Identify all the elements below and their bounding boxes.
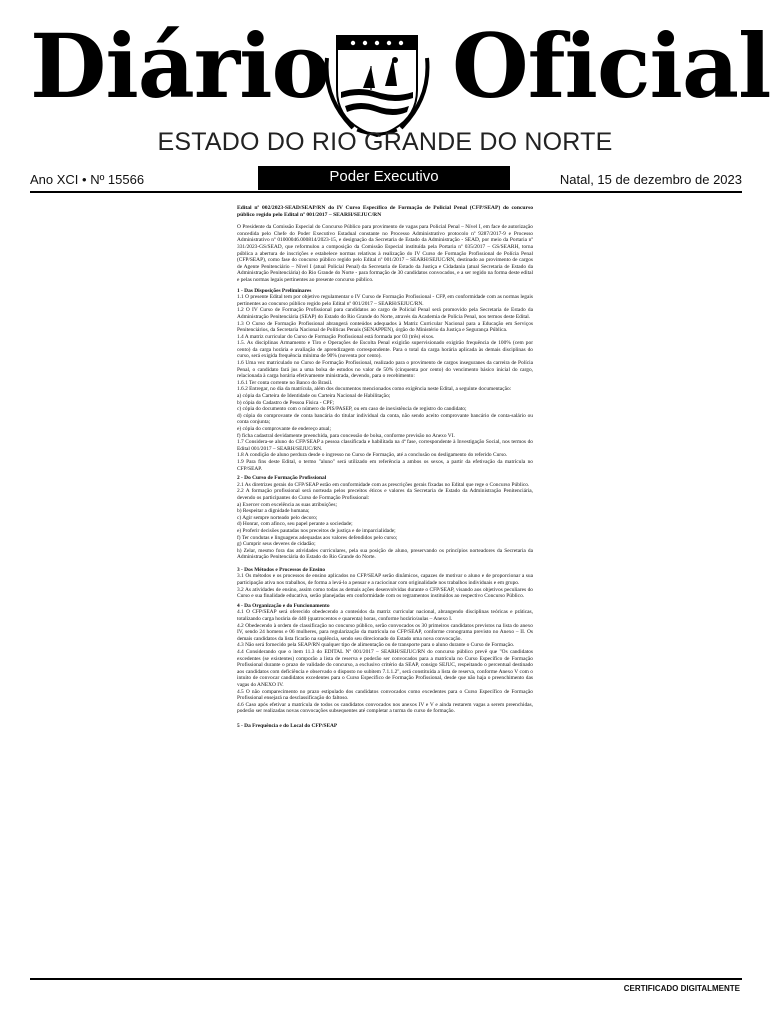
list-item: f) Ter condutas e linguagens adequadas aos valores defendidos pelo curso; [237, 534, 398, 541]
state-name: ESTADO DO RIO GRANDE DO NORTE [157, 128, 613, 156]
masthead [0, 0, 770, 200]
publication-date: Natal, 15 de dezembro de 2023 [559, 172, 742, 187]
paragraph: 1.9 Para fins deste Edital, o termo "aluno" será utilizado em referência a ambos os sexos, a partir da efetivação da matrícula no CFP/SEAP. [237, 458, 533, 472]
paragraph: 1.3 O Curso de Formação Profissional abrangerá conteúdos adequados à Matriz Curricular Nacional para a Educação em Serviços Penitenciários, da Secretaria Nacional de Políticas Penais (SENAPPEN), órgão do Ministério da Justiça e Segurança Pública. [237, 320, 533, 334]
paragraph: 2.1 As diretrizes gerais do CFP/SEAP estão em conformidade com as prescrições gerais fixadas no Edital que rege o Concurso Público. [237, 481, 530, 488]
paragraph: 4.2 Obedecendo à ordem de classificação no concurso público, serão convocados os 30 primeiros candidatos previstos na lista do anexo IV, sendo 24 homens e 06 mulheres, para regularização da matrícula no CFP/SEAP, conforme cronograma previsto no Anexo – II. Os demais candidatos da lista ficarão na suplência, sendo seu direcionado do Estado uma nova convocação. [237, 622, 533, 642]
article-intro: O Presidente da Comissão Especial do Concurso Público para provimento de vagas para Policial Penal – Nível I, em face de autorização concedida pelo Chefe do Poder Executivo Estadual constante no Processo Administrativo protocolo nº 9287/2017-9 e Processo Administrativo nº 01000046.000814/2023-15, e designação da Secretaria de Estado da Administração - SEAD, por meio da Portaria nº 331/2023-GS/SEAD, que reformulou a composição da Comissão Especial instituída pela Portaria nº 035/2017 – GS/SEARH, torna pública a abertura de inscrições e estabelece normas relativas à realização do IV Curso de Formação Profissional de Polícia Penal (CFP/SEAP), como fase do concurso público regido pelo Edital nº 001/2017 – SEARH/SEJUC/RN, destinado ao provimento de cargos de Agente Penitenciário – Nível I (atual Policial Penal) da Secretaria de Estado da Justiça e Cidadania (atual Secretaria de Estado da Administração Penitenciária) do Rio Grande do Norte - para formação de 30 candidatos convocados, e a ser regido na forma deste edital e pelas normas legais pertinentes ao presente concurso público. [237, 224, 533, 283]
list-item: c) cópia do documento com o número do PIS/PASEP, ou em caso de inexistência de registro do candidato; [237, 406, 467, 413]
paragraph: 1.1 O presente Edital tem por objetivo regulamentar o IV Curso de Formação Profissional - CFP, em conformidade com as normas legais pertinentes ao concurso público regido pelo Edital nº 001/2017 – SEARH/SEJUC/RN. [237, 294, 533, 307]
state-coat-of-arms-icon [323, 28, 431, 140]
list-item: g) Cumprir seus deveres de cidadão; [237, 541, 316, 548]
list-item: c) Agir sempre norteado pelo decoro; [237, 514, 318, 521]
paragraph: 3.1 Os métodos e os processos de ensino aplicados no CFP/SEAP serão dinâmicos, capazes de motivar o aluno e de proporcionar a sua participação ativa nos trabalhos, de forma a levá-lo a pensar e a raciocinar com originalidade nos trabalhos individuais e em grupo. [237, 573, 533, 587]
list-item: d) cópia do comprovante de conta bancária do titular individual da conta, não sendo aceito comprovante bancário de conta-salário ou conta conjunta; [237, 412, 533, 426]
paragraph: 4.3 Não será fornecido pela SEAP/RN qualquer tipo de alimentação ou de transporte para o aluno durante o Curso de Formação. [237, 642, 515, 649]
digital-certificate-label: CERTIFICADO DIGITALMENTE [623, 984, 740, 993]
paragraph: 4.4 Considerando que o item 11.3 do EDITAL Nº 001/2017 – SEARH/SEJUC/RN do concurso público prevê que "Os candidatos excedentes (se existentes) comporão a lista de reserva e poderão ser convocados para a matrícula no Curso Específico de Formação Profissional durante o prazo de validade do concurso, a exclusivo critério da SEAP, consigo SEJUC, respeitando o percentual destinado aos candidatos com deficiência e observado o disposto no subitem 7.1.1.2", será constituída a lista de reserva, conforme Anexo V com o intuito de convocar candidatos excedentes para o Curso Específico de Formação Profissional, desde que não haja o preenchimento das vagas do ANEXO IV. [237, 649, 533, 688]
section-heading: 4 - Da Organização e do Funcionamento [237, 602, 330, 609]
paragraph: 1.2 O IV Curso de Formação Profissional para candidatos ao cargo de Policial Penal será promovido pela Secretaria de Estado da Administração Penitenciária (SEAP) do Estado do Rio Grande do Norte, através da Academia de Polícia Penal, nos termos deste Edital. [237, 307, 533, 320]
section-label: Poder Executivo [258, 166, 510, 190]
paragraph: 4.6 Caso após efetivar a matrícula de todos os candidatos convocados nos anexos IV e V e ainda restarem vagas a serem preenchidas, poderão ser realizadas novas convocações subsequentes até completar a turma do curso de formação. [237, 701, 533, 715]
section-heading: 2 - Do Curso de Formação Profissional [237, 475, 327, 482]
paragraph: 1.5. As disciplinas Armamento e Tiro e Operações de Escolta Penal exigirão supervisionado exigirão frequência de 100% (cem por cento) da carga horária e avaliação de aprendizagem correspondente. Para o total da carga horária aplicada às demais disciplinas do curso, será exigida frequência mínima de 90% (noventa por cento). [237, 340, 533, 360]
article-title: Edital nº 002/2023-SEAD/SEAP/RN do IV Curso Específico de Formação de Policial Penal (CFP/SEAP) do concurso público regido pelo Edital nº 001/2017 – SEARH/SEJUC/RN [237, 205, 533, 218]
list-item: f) ficha cadastral devidamente preenchida, para concessão de bolsa, conforme previsão no Anexo VI. [237, 432, 455, 439]
paragraph: 1.4 A matriz curricular do Curso de Formação Profissional está formada por 03 (três) eixos. [237, 333, 435, 340]
list-item: b) cópia do Cadastro de Pessoa Física - CPF; [237, 399, 335, 406]
list-item: e) Proferir decisões pautadas nos preceitos de justiça e de imparcialidade; [237, 527, 396, 534]
paragraph: 1.6.2 Entregar, no dia da matrícula, além dos documentos mencionados como exigência neste Edital, a seguinte documentação: [237, 386, 512, 393]
paragraph: 1.8 A condição de aluno perdura desde o ingresso no Curso de Formação, até a conclusão ou desligamento do referido Curso. [237, 452, 508, 459]
list-item: b) Respeitar a dignidade humana; [237, 508, 310, 515]
article [237, 205, 533, 730]
section-heading: 5 - Da Frequência e do Local do CFP/SEAP [237, 722, 338, 729]
list-item: d) Honrar, com afinco, seu papel perante a sociedade; [237, 521, 353, 528]
paragraph: 3.2 As atividades de ensino, assim como todas as demais ações desenvolvidas durante o CFP/SEAP, visando aos objetivos peculiares do Curso e sua finalidade educativa, serão planejadas em conformidade com os regramentos instituídos ao respectivo Concurso Público. [237, 586, 533, 600]
paragraph: 1.6 Uma vez matriculado no Curso de Formação Profissional, realizado para o provimento de cargos inseguranes da carreira de Polícia Penal, o candidato fará jus a uma bolsa de estudos no valor de 50% (cinquenta por cento) do vencimento básico inicial do cargo, relacionada à carga horária efetivamente ministrada, devendo, para o recebimento: [237, 360, 533, 380]
section-heading: 3 - Dos Métodos e Processos de Ensino [237, 566, 326, 573]
list-item: e) cópia do comprovante de endereço atual; [237, 426, 331, 432]
list-item: a) cópia da Carteira de Identidade ou Carteira Nacional de Habilitação; [237, 393, 391, 400]
title-diario: Diário [30, 14, 330, 118]
list-item: h) Zelar, mesmo fora das atividades curriculares, pela sua posição de aluno, preservando os princípios norteadores da Secretaria da Administração Penitenciária do Estado do Rio Grande do Norte. [237, 547, 533, 561]
section-heading: 1 - Das Disposições Preliminares [237, 287, 312, 294]
paragraph: 1.7 Considera-se aluno do CFP/SEAP a pessoa classificada e habilitada na 4ª fase, correspondente à Investigação Social, nos termos do Edital 001/2017 – SEARH/SEJUC/RN. [237, 439, 533, 452]
list-item: a) Exercer com excelência as suas atribuições; [237, 501, 337, 508]
paragraph: 4.1 O CFP/SEAP será oferecido obedecendo a conteúdos da matriz curricular nacional, abrangendo disciplinas teóricas e práticas, totalizando carga horária de 440 (quatrocentos e quarenta) horas, conforme horário/aulas – Anexo I. [237, 609, 533, 623]
edition-number: Ano XCI • Nº 15566 [30, 172, 145, 187]
paragraph: 1.6.1 Ter conta corrente no Banco do Brasil. [237, 379, 333, 386]
title-oficial: Oficial [452, 14, 770, 118]
header-rule [30, 191, 742, 193]
paragraph: 2.2 A formação profissional será norteada pelos preceitos éticos e valores da Secretaria de Estado da Administração Penitenciária, devendo os participantes do Curso de Formação Profissional: [237, 488, 533, 501]
footer-rule [30, 978, 742, 980]
paragraph: 4.5 O não comparecimento no prazo estipulado dos candidatos convocados como excedentes para o Curso Específico de Formação Profissional ensejará na desclassificação do faltoso. [237, 688, 533, 702]
